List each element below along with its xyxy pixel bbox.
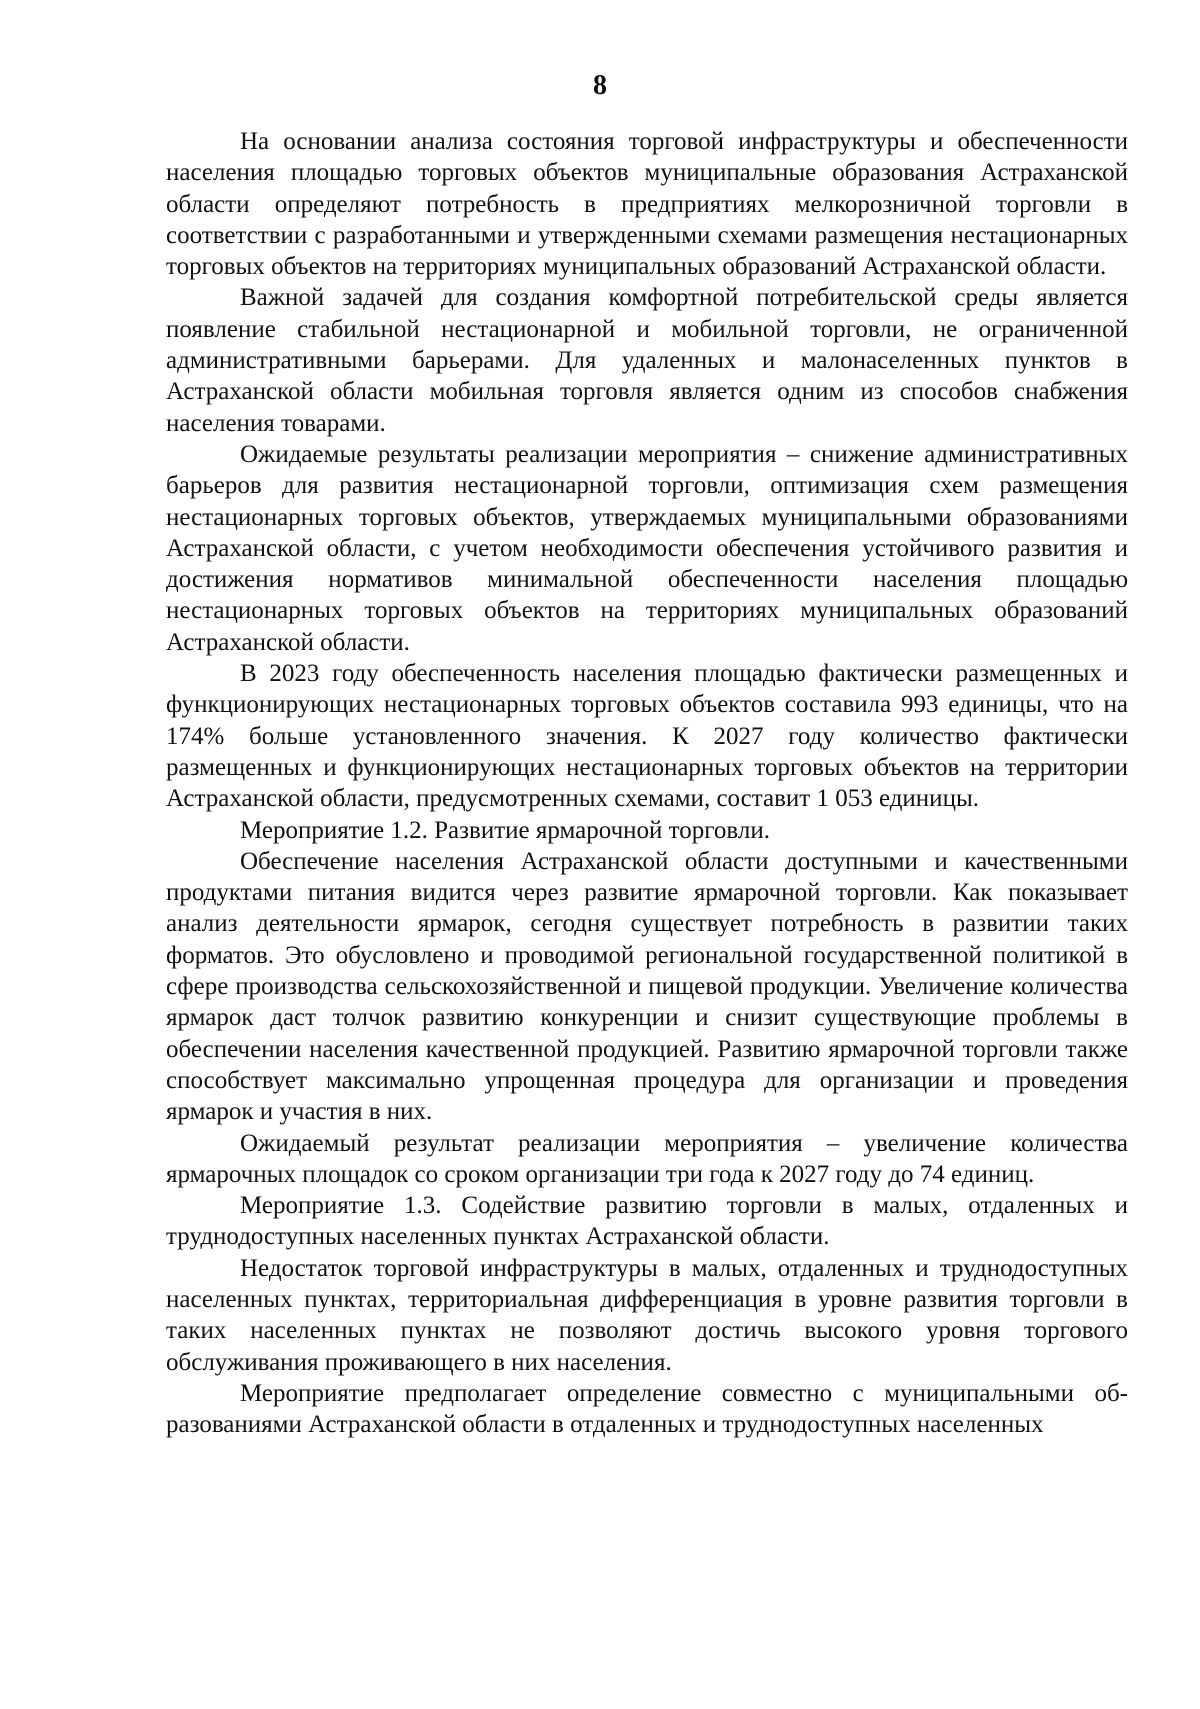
paragraph-fair-trade-development: Обеспечение населения Астраханской области доступными и качественными продуктами питания видится через развитие ярмарочной торговли. Как показывает анализ деятельности ярмарок, сегодня существует потребность в развитии таких форматов. Это обусловлено и проводимой региональной государственной политикой в сфере производства сельскохозяйственной и пищевой продукции. Увеличение количества ярмарок даст толчок развитию конкуренции и снизит существующие проблемы в обеспечении населения качественной продукцией. Развитию ярмарочной торговли также способствует максимально упрощенная процедура для организации и проведения ярмарок и участия в них. bbox=[166, 847, 1128, 1126]
paragraph-infrastructure-shortage: Недостаток торговой инфраструктуры в малых, отдаленных и труднодоступных населенных пунктах, территориальная дифференциация в уровне развития торговли в таких населенных пунктах не позволяют достичь высокого уровня торгового обслуживания проживающего в них населения. bbox=[166, 1254, 1128, 1376]
page-number: 8 bbox=[593, 70, 607, 101]
paragraph-expected-result-fairs: Ожидаемый результат реализации мероприятия – увеличение количества ярмарочных площадок со сроком организации три года к 2027 году до 74 единиц. bbox=[166, 1129, 1128, 1188]
document-body bbox=[166, 126, 1128, 1440]
paragraph-2023-provision: В 2023 году обеспеченность населения площадью фактически размещенных и функционирующих нестационарных торговых объектов составила 993 единицы, что на 174% больше установленного значения. К 2027 году количество фактически размещенных и функционирующих нестационарных торговых объектов на территории Астраханской области, предусмотренных схемами, составит 1 053 единицы. bbox=[166, 660, 1128, 813]
paragraph-measure-1-2-heading: Мероприятие 1.2. Развитие ярмарочной торговли. bbox=[240, 816, 770, 844]
paragraph-infrastructure-analysis: На основании анализа состояния торговой инфраструктуры и обеспеченности населения площадью торговых объектов муниципальные образования Астраханской области определяют потребность в предприятиях мелкорозничной торговли в соответствии с разработанными и утвержденными схемами размещения нестационарных торговых объектов на территориях муниципальных образований Астраханской области. bbox=[166, 128, 1128, 281]
paragraph-expected-results-nonstationary: Ожидаемые результаты реализации мероприятия – снижение административных барьеров для развития нестационарной торговли, оптимизация схем размещения нестационарных торговых объектов, утверждаемых муниципальными образованиями Астраханской области, с учетом необходимости обеспечения устойчивого развития и достижения нормативов минимальной обеспеченности населения площадью нестационарных торговых объектов на территориях муниципальных образований Астраханской области. bbox=[166, 440, 1128, 656]
paragraph-measure-1-3-heading: Мероприятие 1.3. Содействие развитию торговли в малых, отдаленных и труднодоступных населенных пунктах Астраханской области. bbox=[166, 1192, 1128, 1251]
paragraph-measure-definition: Мероприятие предполагает определение совместно с муниципальными образованиями Астраханской области в отдаленных и труднодоступных населенных bbox=[166, 1379, 1128, 1439]
paragraph-comfortable-consumer-environment: Важной задачей для создания комфортной потребительской среды является появление стабильной нестационарной и мобильной торговли, не ограниченной административными барьерами. Для удаленных и малонаселенных пунктов в Астраханской области мобильная торговля является одним из способов снабжения населения товарами. bbox=[166, 284, 1128, 437]
